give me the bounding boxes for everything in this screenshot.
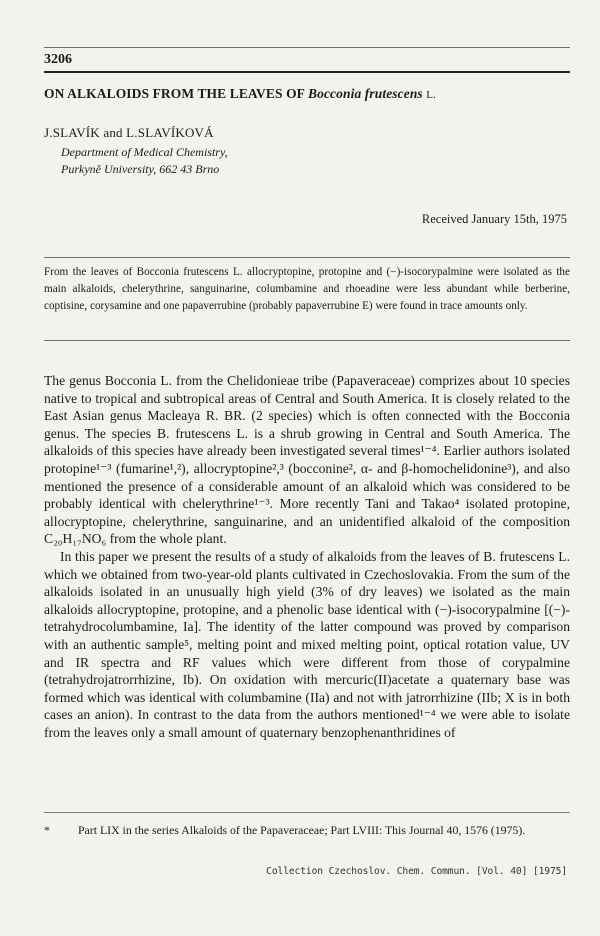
journal-citation: Collection Czechoslov. Chem. Commun. [Vol. 40] [1975] <box>266 866 567 877</box>
authors: J.SLAVÍK and L.SLAVÍKOVÁ <box>44 125 214 140</box>
title-species: Bocconia frutescens <box>308 86 423 101</box>
affiliation-line-2: Purkyně University, 662 43 Brno <box>61 162 220 176</box>
footnote <box>44 822 570 838</box>
page-number: 3206 <box>44 52 72 67</box>
body-paragraph-2: In this paper we present the results of a study of alkaloids from the leaves of B. frutescens L. which we obtained from two-year-old plants cultivated in Czechoslovakia. From the sum of the alkaloids isolated in an unusually high yield (3% of dry leaves) we isolated as the main alkaloids allocryptopine, protopine, and a phenolic base identical with (−)-isocorypalmine [(−)-tetrahydrocolumbamine, Ia]. The identity of the latter compound was proved by comparison with an authentic sample⁵, melting point and mixed melting point, optical rotation value, UV and IR spectra and RF values which were different from those of corypalmine (tetrahydrojatrorrhizine, Ib). On oxidation with mercuric(II)acetate a quaternary base was formed which was identical with columbamine (IIa) and not with jatrorrhizine (IIb; X is in both cases an anion). In contrast to the data from the authors mentioned¹⁻⁴ we were able to isolate from the leaves only a small amount of quaternary benzophenanthridines of <box>44 548 570 740</box>
article-title <box>44 86 436 102</box>
abstract: From the leaves of Bocconia frutescens L. allocryptopine, protopine and (−)-isocorypalmine were isolated as the main alkaloids, chelerythrine, sanguinarine, columbamine and rhoeadine were less abundant while berberine, coptisine, corysamine and one papaverrubine (probably papaverrubine E) were found in trace amounts only. <box>44 266 570 312</box>
header-rule <box>44 71 570 73</box>
abstract-rule-bottom <box>44 340 570 341</box>
title-author-abbrev: L. <box>426 89 436 101</box>
received-date: Received January 15th, 1975 <box>421 212 567 226</box>
title-main: ON ALKALOIDS FROM THE LEAVES OF <box>44 86 305 101</box>
top-rule <box>44 47 570 48</box>
article-body <box>44 372 570 741</box>
body-paragraph-1: The genus Bocconia L. from the Chelidonieae tribe (Papaveraceae) comprizes about 10 species native to tropical and subtropical areas of Central and South America. It is closely related to the East Asian genus Macleaya R. BR. (2 species) which is often connected with the Bocconia genus. The species B. frutescens L. is a shrub growing in Central and South America. The alkaloids of this species have already been investigated several times¹⁻⁴. Earlier authors isolated protopine¹⁻³ (fumarine¹,²), allocryptopine²,³ (bocconine², α- and β-homochelidonine³), and also mentioned the presence of a considerable amount of an alkaloid which was considered to be probably identical with chelerythrine¹⁻³. More recently Tani and Takao⁴ isolated protopine, allocryptopine, chelerythrine, sanguinarine, and an unidentified alkaloid of the composition C₂₀H₁₇NO₆ from the whole plant. <box>44 373 570 547</box>
footnote-rule <box>44 812 570 813</box>
footnote-marker: * <box>44 823 50 837</box>
footnote-text: Part LIX in the series Alkaloids of the Papaveraceae; Part LVIII: This Journal 40, 1576 (1975). <box>78 823 526 837</box>
abstract-rule-top <box>44 257 570 258</box>
affiliation-line-1: Department of Medical Chemistry, <box>61 145 228 159</box>
